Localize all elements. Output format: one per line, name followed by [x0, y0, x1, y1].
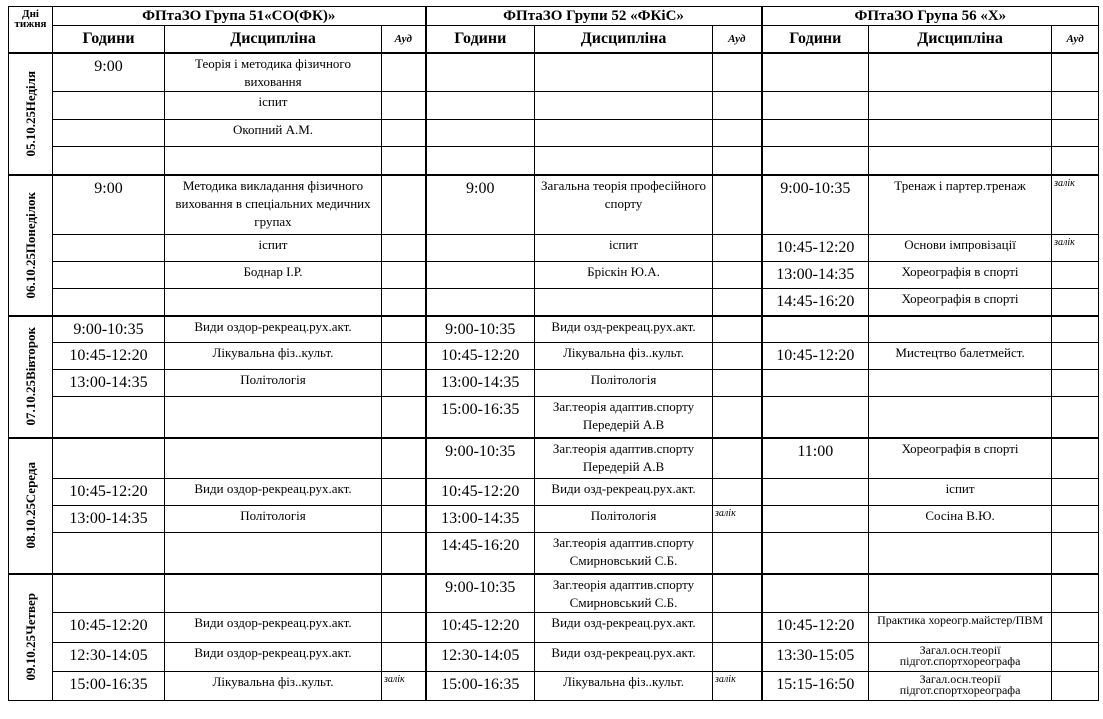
- class-discipline: Лікувальна фіз..культ.: [535, 671, 713, 700]
- class-room: [382, 370, 426, 397]
- class-discipline: [535, 53, 713, 92]
- class-room: [382, 343, 426, 370]
- class-time: [762, 397, 869, 438]
- day-label: [9, 316, 53, 438]
- class-discipline: [165, 533, 382, 574]
- class-room: [382, 642, 426, 671]
- class-time: [426, 235, 535, 262]
- class-discipline: [869, 370, 1052, 397]
- class-time: 15:00-16:35: [426, 397, 535, 438]
- schedule-row: [9, 53, 1099, 92]
- class-time: 10:45-12:20: [426, 343, 535, 370]
- day-date: 08.10.25: [22, 503, 38, 549]
- class-room: [1052, 479, 1099, 506]
- group-56-header: ФПтаЗО Група 56 «Х»: [762, 7, 1099, 26]
- class-room: [1052, 262, 1099, 289]
- class-room: [713, 316, 762, 343]
- class-discipline: [869, 574, 1052, 613]
- class-room: [382, 438, 426, 479]
- class-time: 12:30-14:05: [53, 642, 165, 671]
- class-time: 10:45-12:20: [53, 343, 165, 370]
- class-discipline: Загал.осн.теорії підгот.спортхореографа: [869, 671, 1052, 700]
- class-time: 13:00-14:35: [426, 370, 535, 397]
- class-discipline: [869, 533, 1052, 574]
- class-room: [713, 147, 762, 175]
- class-time: 15:00-16:35: [53, 671, 165, 700]
- class-discipline: Політологія: [165, 370, 382, 397]
- class-time: 13:00-14:35: [762, 262, 869, 289]
- class-time: 13:00-14:35: [53, 370, 165, 397]
- class-room: залік: [382, 671, 426, 700]
- class-room: [382, 479, 426, 506]
- class-time: 9:00-10:35: [762, 175, 869, 235]
- class-discipline: Політологія: [535, 370, 713, 397]
- schedule-row: [9, 120, 1099, 147]
- class-time: [762, 120, 869, 147]
- day-column-header: Дні тижня: [9, 7, 53, 54]
- class-time: [426, 120, 535, 147]
- class-room: [1052, 92, 1099, 120]
- schedule-row: [9, 343, 1099, 370]
- class-time: 14:45-16:20: [426, 533, 535, 574]
- class-time: [53, 438, 165, 479]
- class-room: [713, 642, 762, 671]
- class-room: залік: [1052, 235, 1099, 262]
- class-time: 10:45-12:20: [762, 612, 869, 642]
- schedule-row: [9, 370, 1099, 397]
- class-discipline: Сосіна В.Ю.: [869, 506, 1052, 533]
- class-time: 13:00-14:35: [426, 506, 535, 533]
- day-label: [9, 574, 53, 701]
- class-room: [382, 235, 426, 262]
- class-time: [53, 289, 165, 316]
- class-room: [382, 92, 426, 120]
- class-time: [426, 262, 535, 289]
- class-room: [713, 262, 762, 289]
- class-room: [713, 479, 762, 506]
- class-room: [1052, 612, 1099, 642]
- class-discipline: [535, 147, 713, 175]
- class-discipline: Види озд-рекреац.рух.акт.: [535, 642, 713, 671]
- schedule-row: [9, 506, 1099, 533]
- col-discipline-header: Дисципліна: [165, 26, 382, 54]
- col-room-header: Ауд: [382, 26, 426, 54]
- class-discipline: Загал.осн.теорії підгот.спортхореографа: [869, 642, 1052, 671]
- schedule-row: [9, 533, 1099, 574]
- class-room: [382, 289, 426, 316]
- schedule-row: [9, 175, 1099, 235]
- class-discipline: Політологія: [165, 506, 382, 533]
- schedule-row: [9, 642, 1099, 671]
- class-room: [382, 533, 426, 574]
- class-time: 10:45-12:20: [53, 479, 165, 506]
- class-room: [713, 92, 762, 120]
- class-room: [1052, 642, 1099, 671]
- schedule-table: [8, 6, 1099, 701]
- day-date: 06.10.25: [22, 252, 38, 299]
- class-room: [382, 316, 426, 343]
- class-discipline: [165, 289, 382, 316]
- class-discipline: [869, 53, 1052, 92]
- class-room: залік: [713, 506, 762, 533]
- class-room: [713, 289, 762, 316]
- class-time: [762, 92, 869, 120]
- class-time: 9:00: [53, 53, 165, 92]
- class-discipline: Бріскін Ю.А.: [535, 262, 713, 289]
- schedule-row: [9, 147, 1099, 175]
- class-room: [1052, 289, 1099, 316]
- class-discipline: Види оздор-рекреац.рух.акт.: [165, 612, 382, 642]
- day-name: Вівторок: [22, 327, 38, 381]
- class-room: [713, 235, 762, 262]
- class-time: 11:00: [762, 438, 869, 479]
- class-room: [382, 574, 426, 613]
- class-discipline: [869, 147, 1052, 175]
- class-discipline: Основи імпровізації: [869, 235, 1052, 262]
- class-room: [382, 53, 426, 92]
- class-discipline: Види оздор-рекреац.рух.акт.: [165, 642, 382, 671]
- group-51-header: ФПтаЗО Група 51«СО(ФК)»: [53, 7, 426, 26]
- class-room: [1052, 533, 1099, 574]
- class-time: 9:00-10:35: [426, 438, 535, 479]
- class-discipline: Хореографія в спорті: [869, 438, 1052, 479]
- class-discipline: Мистецтво балетмейст.: [869, 343, 1052, 370]
- class-time: 10:45-12:20: [762, 343, 869, 370]
- col-time-header: Години: [53, 26, 165, 54]
- class-time: [53, 574, 165, 613]
- schedule-row: [9, 92, 1099, 120]
- class-time: [426, 92, 535, 120]
- class-time: [762, 533, 869, 574]
- class-discipline: іспит: [165, 92, 382, 120]
- class-room: [1052, 438, 1099, 479]
- class-discipline: Заг.теорія адаптив.спорту Смирновський С.Б.: [535, 574, 713, 613]
- class-discipline: Заг.теорія адаптив.спорту Передерій А.В: [535, 397, 713, 438]
- class-discipline: Тренаж і партер.тренаж: [869, 175, 1052, 235]
- class-discipline: Хореографія в спорті: [869, 262, 1052, 289]
- class-time: 9:00-10:35: [426, 316, 535, 343]
- class-discipline: Види озд-рекреац.рух.акт.: [535, 612, 713, 642]
- class-room: [713, 343, 762, 370]
- class-discipline: Окопний А.М.: [165, 120, 382, 147]
- day-name: Понеділок: [22, 191, 38, 253]
- class-room: [713, 370, 762, 397]
- class-room: [713, 438, 762, 479]
- class-room: [1052, 120, 1099, 147]
- class-discipline: [869, 120, 1052, 147]
- day-label: [9, 438, 53, 574]
- class-room: [1052, 147, 1099, 175]
- class-time: [762, 506, 869, 533]
- class-room: [382, 262, 426, 289]
- class-discipline: Практика хореогр.майстер/ПВМ: [869, 612, 1052, 642]
- class-discipline: [535, 120, 713, 147]
- class-discipline: Методика викладання фізичного виховання в спеціальних медичних групах: [165, 175, 382, 235]
- day-date: 09.10.25: [22, 635, 38, 681]
- class-room: [382, 397, 426, 438]
- class-room: [1052, 343, 1099, 370]
- day-name: Четвер: [22, 593, 38, 636]
- class-time: 10:45-12:20: [53, 612, 165, 642]
- class-room: [382, 175, 426, 235]
- class-discipline: Лікувальна фіз..культ.: [165, 671, 382, 700]
- class-discipline: Заг.теорія адаптив.спорту Смирновський С.Б.: [535, 533, 713, 574]
- class-discipline: [165, 438, 382, 479]
- class-discipline: [869, 316, 1052, 343]
- class-discipline: [165, 574, 382, 613]
- class-time: 14:45-16:20: [762, 289, 869, 316]
- col-room-header: Ауд: [713, 26, 762, 54]
- class-time: 15:15-16:50: [762, 671, 869, 700]
- class-room: [382, 612, 426, 642]
- class-time: 9:00: [53, 175, 165, 235]
- class-time: [53, 120, 165, 147]
- class-discipline: іспит: [869, 479, 1052, 506]
- class-room: [1052, 506, 1099, 533]
- class-time: [53, 92, 165, 120]
- class-time: [426, 289, 535, 316]
- class-discipline: Хореографія в спорті: [869, 289, 1052, 316]
- class-time: [426, 147, 535, 175]
- class-discipline: Види оздор-рекреац.рух.акт.: [165, 479, 382, 506]
- schedule-row: [9, 438, 1099, 479]
- class-room: залік: [713, 671, 762, 700]
- class-discipline: [869, 92, 1052, 120]
- class-discipline: Боднар І.Р.: [165, 262, 382, 289]
- class-discipline: Загальна теорія професійного спорту: [535, 175, 713, 235]
- schedule-row: [9, 316, 1099, 343]
- schedule-row: [9, 289, 1099, 316]
- class-time: 13:30-15:05: [762, 642, 869, 671]
- class-time: 9:00-10:35: [53, 316, 165, 343]
- class-time: [53, 533, 165, 574]
- class-room: [713, 120, 762, 147]
- class-discipline: іспит: [165, 235, 382, 262]
- class-time: [53, 147, 165, 175]
- col-time-header: Години: [426, 26, 535, 54]
- class-room: [713, 612, 762, 642]
- class-discipline: Заг.теорія адаптив.спорту Передерій А.В: [535, 438, 713, 479]
- class-room: [1052, 53, 1099, 92]
- schedule-row: [9, 397, 1099, 438]
- class-time: [53, 262, 165, 289]
- class-time: [762, 370, 869, 397]
- class-time: [762, 147, 869, 175]
- day-label: [9, 175, 53, 316]
- class-discipline: Політологія: [535, 506, 713, 533]
- class-time: [53, 397, 165, 438]
- class-discipline: Теорія і методика фізичного виховання: [165, 53, 382, 92]
- class-discipline: Види оздор-рекреац.рух.акт.: [165, 316, 382, 343]
- schedule-row: [9, 671, 1099, 700]
- class-room: [713, 175, 762, 235]
- class-room: [713, 574, 762, 613]
- class-room: [713, 397, 762, 438]
- class-time: 15:00-16:35: [426, 671, 535, 700]
- class-time: 9:00-10:35: [426, 574, 535, 613]
- class-discipline: [535, 289, 713, 316]
- col-discipline-header: Дисципліна: [869, 26, 1052, 54]
- class-room: [713, 533, 762, 574]
- day-label: [9, 53, 53, 175]
- class-discipline: [165, 147, 382, 175]
- class-time: [762, 53, 869, 92]
- class-room: [382, 506, 426, 533]
- class-time: 10:45-12:20: [426, 479, 535, 506]
- col-room-header: Ауд: [1052, 26, 1099, 54]
- class-discipline: [165, 397, 382, 438]
- class-room: [382, 147, 426, 175]
- class-room: [1052, 574, 1099, 613]
- schedule-row: [9, 479, 1099, 506]
- class-time: [762, 479, 869, 506]
- schedule-row: [9, 574, 1099, 613]
- day-date: 07.10.25: [22, 380, 38, 426]
- class-room: [1052, 671, 1099, 700]
- day-name: Неділя: [22, 70, 38, 112]
- class-time: 13:00-14:35: [53, 506, 165, 533]
- class-discipline: [535, 92, 713, 120]
- class-time: 12:30-14:05: [426, 642, 535, 671]
- class-time: [762, 316, 869, 343]
- class-discipline: [869, 397, 1052, 438]
- class-room: [382, 120, 426, 147]
- class-time: 10:45-12:20: [762, 235, 869, 262]
- class-time: [426, 53, 535, 92]
- class-discipline: іспит: [535, 235, 713, 262]
- class-room: [1052, 397, 1099, 438]
- day-date: 05.10.25: [22, 111, 38, 157]
- class-discipline: Лікувальна фіз..культ.: [535, 343, 713, 370]
- class-room: залік: [1052, 175, 1099, 235]
- schedule-row: [9, 612, 1099, 642]
- class-discipline: Види озд-рекреац.рух.акт.: [535, 479, 713, 506]
- schedule-row: [9, 262, 1099, 289]
- class-room: [1052, 370, 1099, 397]
- col-time-header: Години: [762, 26, 869, 54]
- schedule-row: [9, 235, 1099, 262]
- day-name: Середа: [22, 462, 38, 504]
- col-discipline-header: Дисципліна: [535, 26, 713, 54]
- class-discipline: Види озд-рекреац.рух.акт.: [535, 316, 713, 343]
- class-time: [762, 574, 869, 613]
- class-time: [53, 235, 165, 262]
- class-time: 10:45-12:20: [426, 612, 535, 642]
- class-room: [1052, 316, 1099, 343]
- class-time: 9:00: [426, 175, 535, 235]
- class-discipline: Лікувальна фіз..культ.: [165, 343, 382, 370]
- class-room: [713, 53, 762, 92]
- group-52-header: ФПтаЗО Групи 52 «ФКіС»: [426, 7, 762, 26]
